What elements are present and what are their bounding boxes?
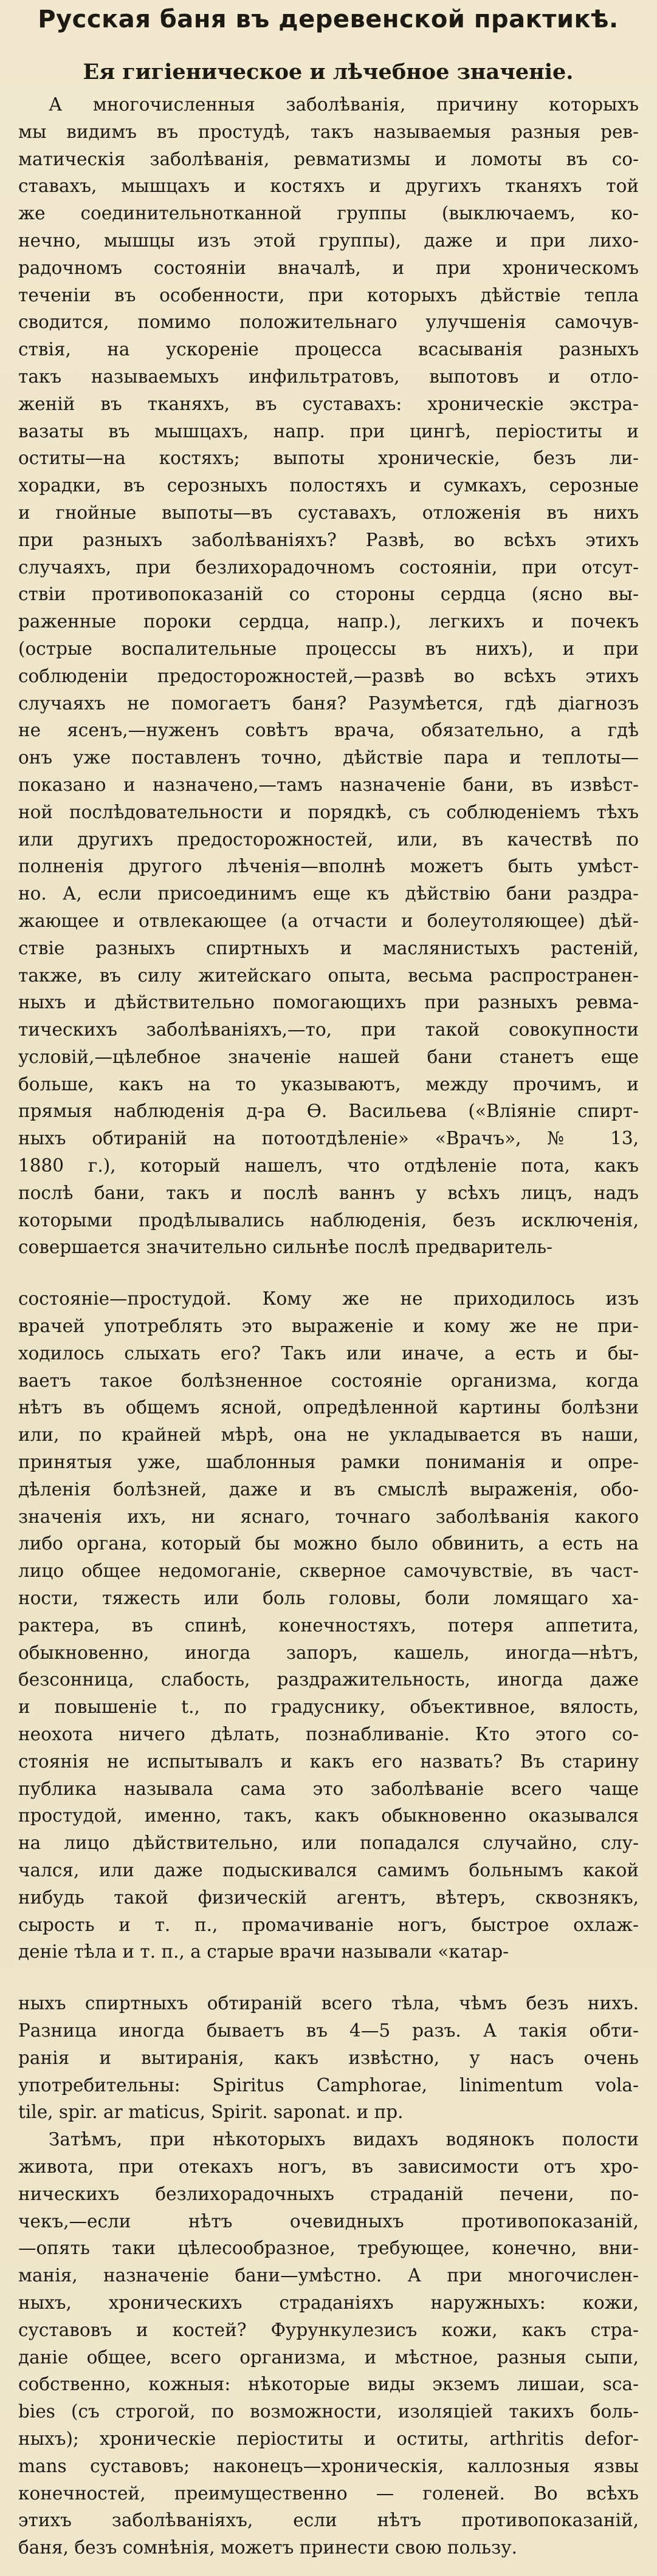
text-line: конечностей, преимущественно — голеней. Во всѣхъ bbox=[18, 2482, 639, 2504]
article-section-3 bbox=[18, 1990, 639, 2561]
text-line: собственно, кожныя: нѣкоторые виды экземъ лишаи, sca- bbox=[18, 2374, 639, 2395]
article-section-1 bbox=[18, 91, 639, 1261]
text-line: сырость и т. п., промачиваніе ногъ, быстрое охлаж- bbox=[18, 1914, 639, 1935]
text-line: чался, или даже подыскивался самимъ больнымъ какой bbox=[18, 1860, 639, 1881]
article-title: Русская баня въ деревенской практикѣ. bbox=[38, 5, 619, 33]
text-line: нечно, мышцы изъ этой группы), даже и при лихо- bbox=[18, 230, 639, 251]
text-line: Разница иногда бываетъ въ 4—5 разъ. А такія обти- bbox=[18, 2020, 639, 2041]
text-line: онъ уже поставленъ точно, дѣйствіе пара и теплоты— bbox=[18, 747, 639, 768]
text-line: мы видимъ въ простудѣ, такъ называемыя разныя рев- bbox=[18, 121, 639, 142]
text-line: манія, назначеніе бани—умѣстно. А при многочислен- bbox=[18, 2265, 639, 2286]
text-line: сводится, помимо положительнаго улучшенія самочув- bbox=[18, 312, 639, 333]
text-line: ствія, на ускореніе процесса всасыванія разныхъ bbox=[18, 339, 639, 360]
text-line: оститы—на костяхъ; выпоты хроническіе, безъ ли- bbox=[18, 448, 639, 469]
text-line: деніе тѣла и т. п., а старые врачи называли «катар- bbox=[18, 1941, 509, 1963]
text-line: ной послѣдовательности и порядкѣ, съ соблюденіемъ тѣхъ bbox=[18, 801, 639, 822]
text-line: такъ называемыхъ инфильтратовъ, выпотовъ и отло- bbox=[18, 366, 639, 387]
text-line: на лицо дѣйствительно, или попадался случайно, слу- bbox=[18, 1833, 639, 1854]
text-line: публика называла сама это заболѣваніе всего чаще bbox=[18, 1778, 639, 1799]
text-line: mans суставовъ; наконецъ—хроническія, каллозныя язвы bbox=[18, 2455, 639, 2476]
article-body bbox=[18, 91, 639, 2561]
section-gap bbox=[18, 1261, 639, 1285]
text-line: условій,—цѣлебное значеніе нашей бани станетъ еще bbox=[18, 1046, 639, 1067]
text-line: радочномъ состояніи вначалѣ, и при хроническомъ bbox=[18, 257, 639, 278]
text-line: полненія другого лѣченія—вполнѣ можетъ быть умѣст- bbox=[18, 856, 639, 877]
text-line: неохота ничего дѣлать, познабливаніе. Кто этого со- bbox=[18, 1724, 639, 1745]
text-line: не ясенъ,—нуженъ совѣтъ врача, обязательно, а гдѣ bbox=[18, 720, 639, 741]
text-line: лицо общее недомоганіе, скверное самочувствіе, въ част- bbox=[18, 1560, 639, 1582]
text-line: ности, тяжесть или боль головы, боли ломящаго ха- bbox=[18, 1588, 639, 1609]
text-line: баня, безъ сомнѣнія, можетъ принести свою пользу. bbox=[18, 2537, 517, 2558]
section-gap bbox=[18, 1966, 639, 1990]
text-line: ваетъ такое болѣзненное состояніе организма, когда bbox=[18, 1370, 639, 1391]
text-line: послѣ бани, такъ и послѣ ваннъ у всѣхъ лицъ, надъ bbox=[18, 1182, 639, 1203]
text-line: живота, при отекахъ ногъ, въ зависимости отъ хро- bbox=[18, 2156, 639, 2177]
text-line: этихъ заболѣваніяхъ, если нѣтъ противопоказаній, bbox=[18, 2510, 639, 2531]
text-line: стоянія не испытывалъ и какъ его назвать? Въ старину bbox=[18, 1751, 639, 1772]
text-line: или, по крайней мѣрѣ, она не укладывается въ наши, bbox=[18, 1424, 639, 1446]
text-line: вазаты въ мышцахъ, напр. при цингѣ, періоститы и bbox=[18, 420, 639, 442]
text-line: ныхъ и дѣйствительно помогающихъ при разныхъ ревма- bbox=[18, 992, 639, 1013]
text-line: соблюденіи предосторожностей,—развѣ во всѣхъ этихъ bbox=[18, 665, 639, 686]
text-line: безсонница, слабость, раздражительность, иногда даже bbox=[18, 1669, 639, 1690]
text-line: дѣленія болѣзней, даже и въ смыслѣ выраженія, обо- bbox=[18, 1478, 639, 1500]
text-line: ствіе разныхъ спиртныхъ и маслянистыхъ растеній, bbox=[18, 937, 639, 958]
text-line: ходилось слыхать его? Такъ или иначе, а есть и бы- bbox=[18, 1342, 639, 1364]
text-line: женій въ тканяхъ, въ суставахъ: хроническіе экстра- bbox=[18, 393, 639, 414]
article-subtitle: Ея гигіеническое и лѣчебное значеніе. bbox=[83, 60, 574, 84]
text-line: теченіи въ особенности, при которыхъ дѣйствіе тепла bbox=[18, 284, 639, 306]
text-line: рактера, въ спинѣ, конечностяхъ, потеря аппетита, bbox=[18, 1614, 639, 1636]
text-line: случаяхъ не помогаетъ баня? Разумѣется, гдѣ діагнозъ bbox=[18, 692, 639, 714]
text-line: чекъ,—если нѣтъ очевидныхъ противопоказаній, bbox=[18, 2210, 639, 2232]
text-line: обыкновенно, иногда запоръ, кашель, иногда—нѣтъ, bbox=[18, 1642, 639, 1663]
text-line: хорадки, въ серозныхъ полостяхъ и сумкахъ, серозные bbox=[18, 475, 639, 496]
text-line: совершается значительно сильнѣе послѣ предваритель- bbox=[18, 1237, 552, 1258]
text-line: простудой, именно, такъ, какъ обыкновенно оказывался bbox=[18, 1805, 639, 1826]
text-line: случаяхъ, при безлихорадочномъ состояніи, при отсут- bbox=[18, 556, 639, 578]
text-line: bies (съ строгой, по возможности, изоляцiей такихъ боль- bbox=[18, 2401, 639, 2422]
article-section-2 bbox=[18, 1285, 639, 1966]
text-line: tile, spir. ar maticus, Spirit. saponat. и пр. bbox=[18, 2102, 404, 2123]
text-line: даніе общее, всего организма, и мѣстное, разныя сыпи, bbox=[18, 2346, 639, 2368]
text-line: ныхъ); хроническіе періоститы и оститы, arthritis defor- bbox=[18, 2428, 639, 2449]
text-line: ранія и вытиранія, какъ извѣстно, у насъ очень bbox=[18, 2047, 639, 2068]
text-line: А многочисленныя заболѣванія, причину которыхъ bbox=[49, 94, 639, 115]
text-line: которыми продѣлывались наблюденія, безъ исключенія, bbox=[18, 1209, 639, 1231]
text-line: нибудь такой физическій агентъ, вѣтеръ, сквознякъ, bbox=[18, 1887, 639, 1908]
text-line: ныхъ, хроническихъ страданіяхъ наружныхъ: кожи, bbox=[18, 2292, 639, 2313]
text-line: состояніе—простудой. Кому же не приходилось изъ bbox=[18, 1288, 639, 1310]
text-line: (острые воспалительные процессы въ нихъ), и при bbox=[18, 638, 639, 659]
text-line: жающее и отвлекающее (а отчасти и болеутоляющее) дѣй- bbox=[18, 910, 639, 931]
text-line: принятыя уже, шаблонныя рамки пониманія и опре- bbox=[18, 1452, 639, 1473]
text-line: прямыя наблюденія д-ра Ѳ. Васильева («Вліяніе спирт- bbox=[18, 1101, 639, 1122]
text-line: врачей употреблять это выраженіе и кому же не при- bbox=[18, 1316, 639, 1337]
text-line: ническихъ безлихорадочныхъ страданій печени, по- bbox=[18, 2183, 639, 2204]
text-line: матическія заболѣванія, ревматизмы и ломоты въ со- bbox=[18, 148, 639, 169]
text-line: 1880 г.), который нашелъ, что отдѣленіе пота, какъ bbox=[18, 1155, 639, 1177]
text-line: же соединительнотканной группы (выключаемъ, ко- bbox=[18, 203, 639, 224]
text-line: при разныхъ заболѣваніяхъ? Развѣ, во всѣхъ этихъ bbox=[18, 529, 639, 550]
text-line: суставовъ и костей? Фурункулезисъ кожи, какъ стра- bbox=[18, 2319, 639, 2340]
text-line: нѣтъ въ общемъ ясной, опредѣленной картины болѣзни bbox=[18, 1397, 639, 1418]
text-line: ныхъ спиртныхъ обтираній всего тѣла, чѣмъ безъ нихъ. bbox=[18, 1993, 639, 2014]
text-line: показано и назначено,—тамъ назначеніе бани, въ извѣст- bbox=[18, 774, 639, 795]
text-line: больше, какъ на то указываютъ, между прочимъ, и bbox=[18, 1073, 639, 1095]
text-line: либо органа, который бы можно было обвинить, а есть на bbox=[18, 1533, 639, 1554]
text-line: ныхъ обтираній на потоотдѣленіе» «Врачъ», № 13, bbox=[18, 1128, 639, 1149]
text-line: —опять таки цѣлесообразное, требующее, конечно, вни- bbox=[18, 2238, 639, 2259]
text-line: значенія ихъ, ни яснаго, точнаго заболѣванія какого bbox=[18, 1506, 639, 1527]
text-line: Затѣмъ, при нѣкоторыхъ видахъ водянокъ полости bbox=[49, 2129, 639, 2150]
text-line: также, въ силу житейскаго опыта, весьма распространен- bbox=[18, 965, 639, 986]
text-line: раженные пороки сердца, напр.), легкихъ и почекъ bbox=[18, 611, 639, 632]
text-line: ствіи противопоказаній со стороны сердца (ясно вы- bbox=[18, 584, 639, 605]
text-line: или другихъ предосторожностей, или, въ качествѣ по bbox=[18, 828, 639, 850]
text-line: но. А, если присоединимъ еще къ дѣйствію бани раздра- bbox=[18, 883, 639, 904]
text-line: употребительны: Spiritus Camphorae, linimentum vola- bbox=[18, 2074, 639, 2096]
text-line: тическихъ заболѣваніяхъ,—то, при такой совокупности bbox=[18, 1019, 639, 1040]
text-line: ставахъ, мышцахъ и костяхъ и другихъ тканяхъ той bbox=[18, 176, 639, 197]
text-line: и повышеніе t., по градуснику, объективное, вялость, bbox=[18, 1696, 639, 1718]
text-line: и гнойные выпоты—въ суставахъ, отложенія въ нихъ bbox=[18, 502, 639, 523]
